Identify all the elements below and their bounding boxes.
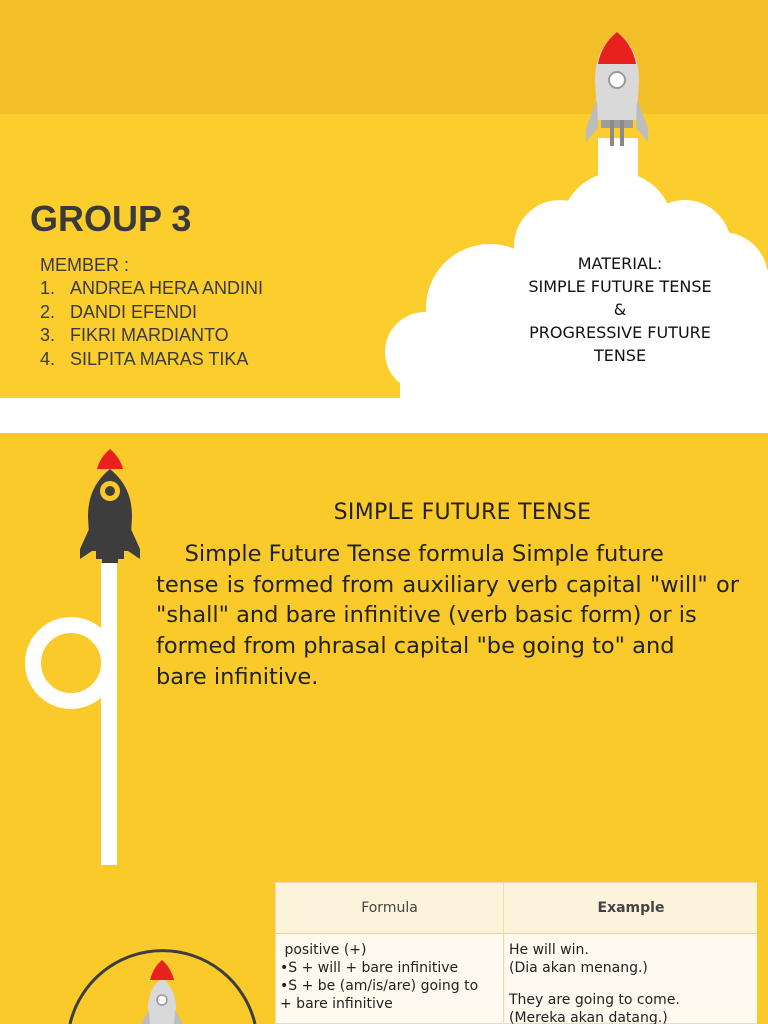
small-rocket-icon [141, 960, 183, 1024]
rocket-orbit-illustration [0, 870, 260, 1024]
material-line: SIMPLE FUTURE TENSE [528, 277, 712, 296]
slide-group-3 [0, 0, 768, 433]
formula-line: •S + be (am/is/are) going to [280, 978, 479, 994]
formula-cell [276, 934, 504, 1023]
member-item: 1. ANDREA HERA ANDINI [40, 278, 264, 298]
material-text [495, 252, 745, 367]
slide-formula-table [0, 870, 768, 1024]
slide-simple-future-tense [0, 433, 768, 870]
body-paragraph: bare infinitive. [156, 663, 319, 690]
body-paragraph: tense is formed from auxiliary verb capital "will" or "shall" and bare infinitive (verb basic form) or is [156, 571, 739, 629]
rocket-icon [586, 32, 648, 146]
example-cell [505, 934, 757, 1023]
example-line: He will win. [509, 942, 589, 958]
slide2-body [156, 539, 739, 693]
formula-header: Formula [276, 883, 504, 933]
example-line: (Mereka akan datang.) [509, 1010, 668, 1024]
example-line: (Dia akan menang.) [509, 960, 648, 976]
formula-line: •S + will + bare infinitive [280, 960, 459, 976]
group-title: GROUP 3 [30, 198, 192, 239]
formula-table [275, 882, 757, 1024]
body-paragraph: Simple Future Tense formula Simple future [156, 541, 664, 567]
member-item: 3. FIKRI MARDIANTO [40, 325, 229, 345]
white-band [0, 398, 768, 433]
member-item: 4. SILPITA MARAS TIKA [40, 348, 249, 369]
material-line: PROGRESSIVE FUTURE [529, 323, 711, 342]
formula-line: positive (+) [280, 942, 367, 958]
example-line: They are going to come. [509, 992, 680, 1008]
member-label: MEMBER : [40, 255, 130, 275]
material-line: & [613, 300, 627, 319]
material-line: TENSE [593, 346, 647, 365]
formula-line: + bare infinitive [280, 996, 393, 1012]
body-paragraph: formed from phrasal capital "be going to" and [156, 633, 675, 660]
member-list [40, 277, 263, 371]
member-item: 2. DANDI EFENDI [40, 301, 198, 322]
material-line: MATERIAL: [577, 254, 663, 273]
slide2-title: SIMPLE FUTURE TENSE [333, 500, 592, 525]
example-header: Example [505, 883, 757, 933]
